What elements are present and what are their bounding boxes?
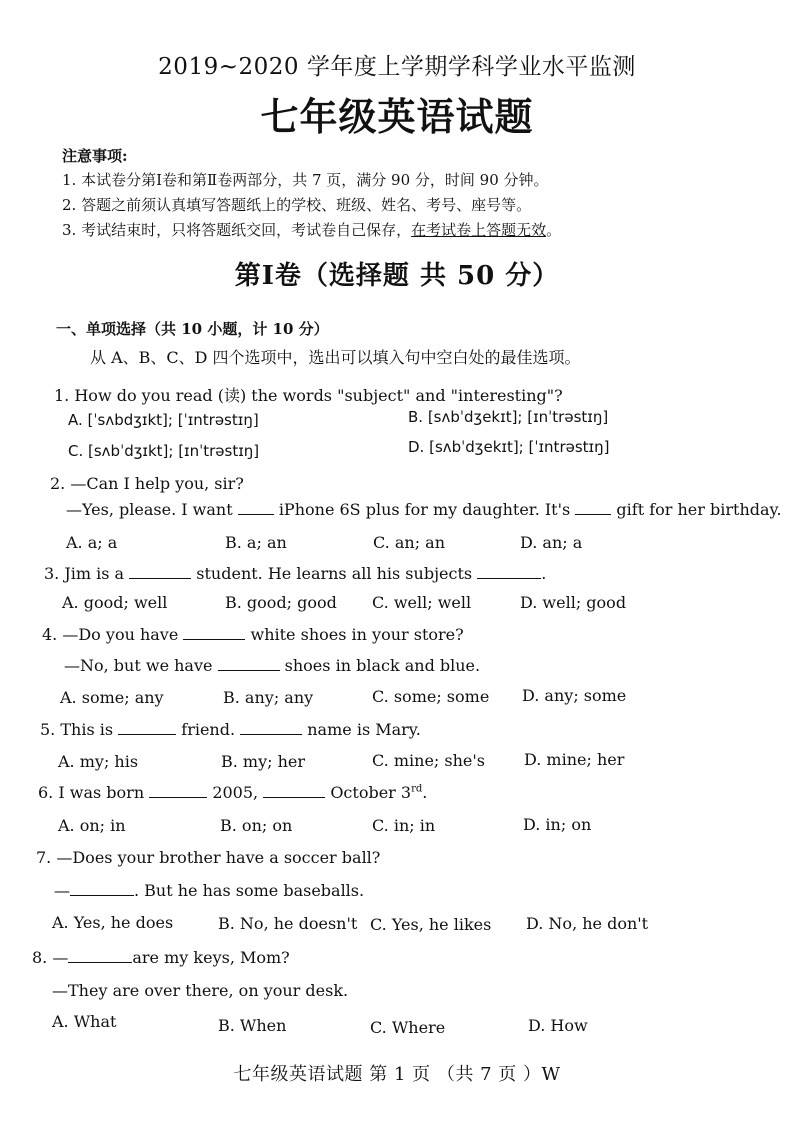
question-4-text-a: 4. —Do you have [42, 625, 179, 644]
question-6-text-b: 2005, [212, 783, 259, 802]
question-8-option-b: B. When [218, 1016, 287, 1035]
question-7-option-b: B. No, he doesn't [218, 914, 358, 933]
question-4-line-1 [42, 625, 464, 644]
answer-blank [149, 783, 207, 798]
note-3-emphasis: 在考试卷上答题无效 [411, 221, 547, 239]
question-1-option-d: D. [sʌbˈdʒekɪt]; [ˈɪntrəstɪŋ] [408, 438, 610, 456]
question-8-option-d: D. How [528, 1016, 588, 1035]
question-4-line-2 [64, 656, 480, 675]
question-7-option-d: D. No, he don't [526, 914, 649, 933]
question-8-text-b: are my keys, Mom? [132, 948, 290, 967]
answer-blank [129, 564, 191, 579]
question-7-option-a: A. Yes, he does [52, 913, 174, 932]
question-6-option-a: A. on; in [58, 816, 126, 835]
instruction: 从 A、B、C、D 四个选项中，选出可以填入句中空白处的最佳选项。 [90, 348, 581, 367]
question-2-line-2 [66, 500, 782, 519]
section-title: 第Ⅰ卷（选择题 共 50 分） [234, 261, 560, 291]
question-3-option-b: B. good; good [225, 593, 337, 612]
question-4-option-c: C. some; some [372, 687, 490, 706]
answer-blank [218, 656, 280, 671]
answer-blank [263, 783, 325, 798]
question-2-option-b: B. a; an [225, 533, 287, 552]
note-1: 1. 本试卷分第Ⅰ卷和第Ⅱ卷两部分，共 7 页，满分 90 分，时间 90 分钟。 [62, 171, 549, 189]
question-2-option-d: D. an; a [520, 533, 583, 552]
answer-blank [240, 720, 302, 735]
question-2-text-a: —Yes, please. I want [66, 500, 233, 519]
question-8-line-1 [32, 948, 290, 967]
question-6-text-c: October 3 [330, 783, 412, 802]
question-7-text-b: . But he has some baseballs. [134, 881, 365, 900]
question-4-option-b: B. any; any [223, 688, 314, 707]
question-5-text-b: friend. [181, 720, 236, 739]
question-6-text-d: . [422, 783, 428, 802]
answer-blank [118, 720, 176, 735]
question-5-option-a: A. my; his [58, 752, 139, 771]
question-3-stem [44, 564, 546, 583]
question-7-line-1: 7. —Does your brother have a soccer ball? [36, 848, 381, 867]
question-3-option-d: D. well; good [520, 593, 627, 612]
question-4-option-a: A. some; any [60, 688, 164, 707]
question-3-text-a: 3. Jim is a [44, 564, 125, 583]
answer-blank [183, 625, 245, 640]
note-2: 2. 答题之前须认真填写答题纸上的学校、班级、姓名、考号、座号等。 [62, 196, 532, 214]
question-5-option-c: C. mine; she's [372, 751, 485, 770]
question-4-text-d: shoes in black and blue. [284, 656, 481, 675]
answer-blank [238, 500, 274, 515]
question-7-text-a: — [54, 881, 70, 900]
note-3 [62, 219, 561, 240]
part-title: 一、单项选择（共 10 小题，计 10 分） [56, 320, 329, 338]
question-4-text-c: —No, but we have [64, 656, 213, 675]
question-5-text-a: 5. This is [40, 720, 114, 739]
notes-title: 注意事项: [62, 147, 128, 165]
question-3-text-b: student. He learns all his subjects [196, 564, 473, 583]
question-5-stem [40, 720, 421, 739]
question-5-text-c: name is Mary. [307, 720, 421, 739]
question-1-stem: 1. How do you read (读) the words "subject" and "interesting"? [54, 386, 563, 405]
question-6-option-b: B. on; on [220, 816, 293, 835]
note-3-text: 3. 考试结束时，只将答题纸交回，考试卷自己保存， [62, 221, 412, 239]
question-8-option-c: C. Where [370, 1018, 446, 1037]
answer-blank [575, 500, 611, 515]
question-5-option-b: B. my; her [221, 752, 306, 771]
question-5-option-d: D. mine; her [524, 750, 625, 769]
exam-name: 2019~2020 学年度上学期学科学业水平监测 [158, 54, 636, 80]
question-6-option-d: D. in; on [523, 815, 592, 834]
question-3-text-c: . [541, 564, 547, 583]
question-2-line-1: 2. —Can I help you, sir? [50, 474, 244, 493]
question-8-option-a: A. What [52, 1012, 117, 1031]
question-2-text-b: iPhone 6S plus for my daughter. It's [278, 500, 571, 519]
question-3-option-c: C. well; well [372, 593, 472, 612]
question-4-text-b: white shoes in your store? [250, 625, 464, 644]
question-1-option-b: B. [sʌbˈdʒekɪt]; [ɪnˈtrəstɪŋ] [408, 408, 609, 426]
question-7-option-c: C. Yes, he likes [370, 915, 492, 934]
question-2-option-a: A. a; a [66, 533, 118, 552]
question-2-option-c: C. an; an [373, 533, 446, 552]
question-4-option-d: D. any; some [522, 686, 627, 705]
page-title: 七年级英语试题 [260, 94, 534, 139]
question-3-option-a: A. good; well [62, 593, 168, 612]
answer-blank [477, 564, 541, 579]
answer-blank [70, 881, 134, 896]
question-1-option-a: A. [ˈsʌbdʒɪkt]; [ˈɪntrəstɪŋ] [68, 411, 259, 429]
question-1-option-c: C. [sʌbˈdʒɪkt]; [ɪnˈtrəstɪŋ] [68, 442, 260, 460]
note-3-end: 。 [546, 221, 562, 239]
question-6-superscript: rd [411, 783, 423, 795]
question-7-line-2 [54, 881, 364, 900]
question-6-stem [38, 783, 427, 802]
question-8-line-2: —They are over there, on your desk. [52, 981, 349, 1000]
answer-blank [68, 948, 132, 963]
question-8-text-a: 8. — [32, 948, 69, 967]
question-6-text-a: 6. I was born [38, 783, 145, 802]
page-footer: 七年级英语试题 第 1 页 （共 7 页 ）W [233, 1064, 561, 1085]
question-2-text-c: gift for her birthday. [616, 500, 782, 519]
question-6-option-c: C. in; in [372, 816, 436, 835]
